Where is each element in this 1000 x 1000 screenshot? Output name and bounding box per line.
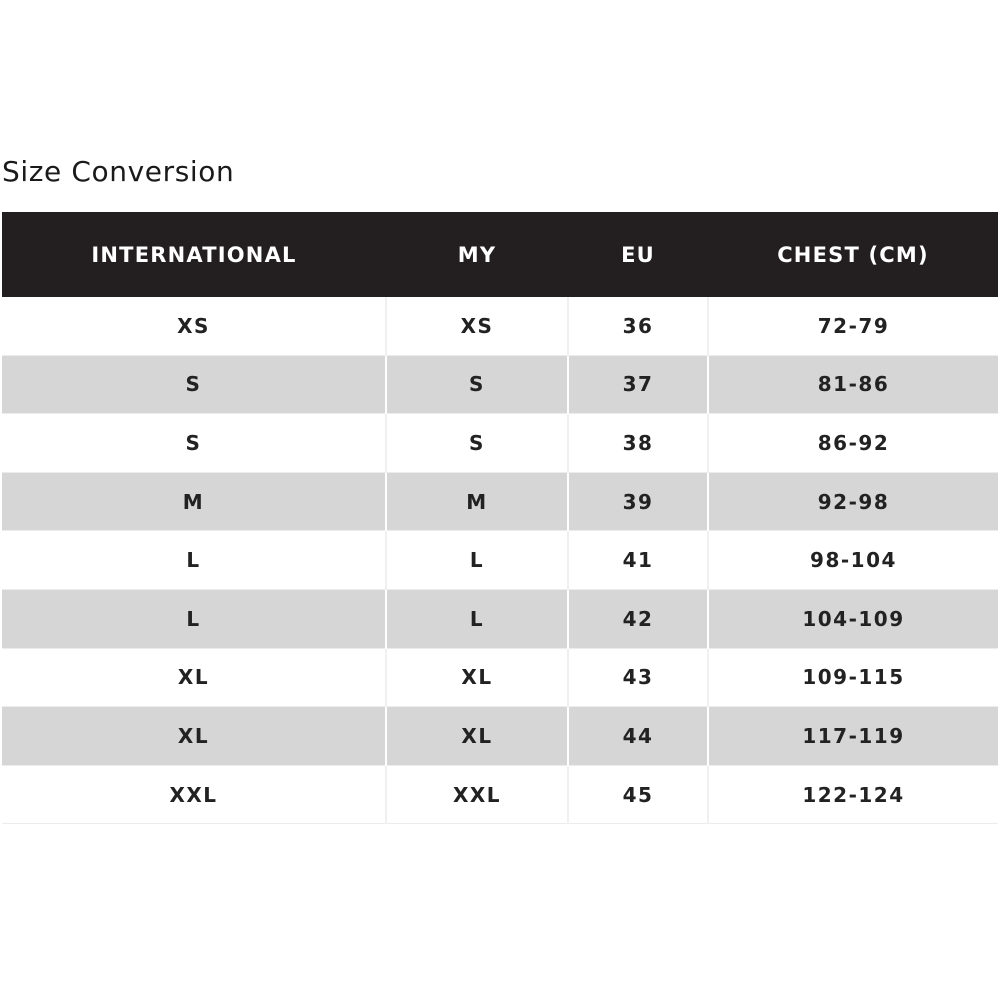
cell-chest: 92-98 xyxy=(708,472,998,531)
cell-international: S xyxy=(2,355,386,414)
cell-chest: 104-109 xyxy=(708,589,998,648)
cell-international: M xyxy=(2,472,386,531)
table-row xyxy=(2,589,998,648)
cell-eu: 38 xyxy=(568,414,708,473)
size-conversion-table xyxy=(2,212,998,824)
table-row xyxy=(2,355,998,414)
cell-my: XS xyxy=(386,297,568,355)
cell-eu: 36 xyxy=(568,297,708,355)
cell-eu: 37 xyxy=(568,355,708,414)
cell-my: XXL xyxy=(386,765,568,824)
cell-chest: 117-119 xyxy=(708,707,998,766)
cell-international: XL xyxy=(2,648,386,707)
table-header-row xyxy=(2,212,998,297)
table-row xyxy=(2,531,998,590)
cell-international: XXL xyxy=(2,765,386,824)
cell-chest: 109-115 xyxy=(708,648,998,707)
table-row xyxy=(2,472,998,531)
cell-my: XL xyxy=(386,707,568,766)
cell-eu: 39 xyxy=(568,472,708,531)
table-row xyxy=(2,765,998,824)
table-row xyxy=(2,648,998,707)
cell-eu: 44 xyxy=(568,707,708,766)
table-row xyxy=(2,297,998,355)
cell-eu: 45 xyxy=(568,765,708,824)
cell-chest: 122-124 xyxy=(708,765,998,824)
cell-chest: 81-86 xyxy=(708,355,998,414)
cell-international: L xyxy=(2,531,386,590)
cell-international: L xyxy=(2,589,386,648)
cell-international: XL xyxy=(2,707,386,766)
table-row xyxy=(2,414,998,473)
cell-international: XS xyxy=(2,297,386,355)
cell-chest: 86-92 xyxy=(708,414,998,473)
cell-my: L xyxy=(386,589,568,648)
cell-my: S xyxy=(386,414,568,473)
column-header-international: INTERNATIONAL xyxy=(2,212,386,297)
cell-eu: 41 xyxy=(568,531,708,590)
column-header-chest: CHEST (CM) xyxy=(708,212,998,297)
column-header-my: MY xyxy=(386,212,568,297)
cell-eu: 42 xyxy=(568,589,708,648)
table-row xyxy=(2,707,998,766)
cell-chest: 98-104 xyxy=(708,531,998,590)
page-title: Size Conversion xyxy=(2,155,235,188)
cell-my: S xyxy=(386,355,568,414)
cell-eu: 43 xyxy=(568,648,708,707)
cell-chest: 72-79 xyxy=(708,297,998,355)
cell-my: L xyxy=(386,531,568,590)
cell-my: XL xyxy=(386,648,568,707)
cell-international: S xyxy=(2,414,386,473)
cell-my: M xyxy=(386,472,568,531)
column-header-eu: EU xyxy=(568,212,708,297)
